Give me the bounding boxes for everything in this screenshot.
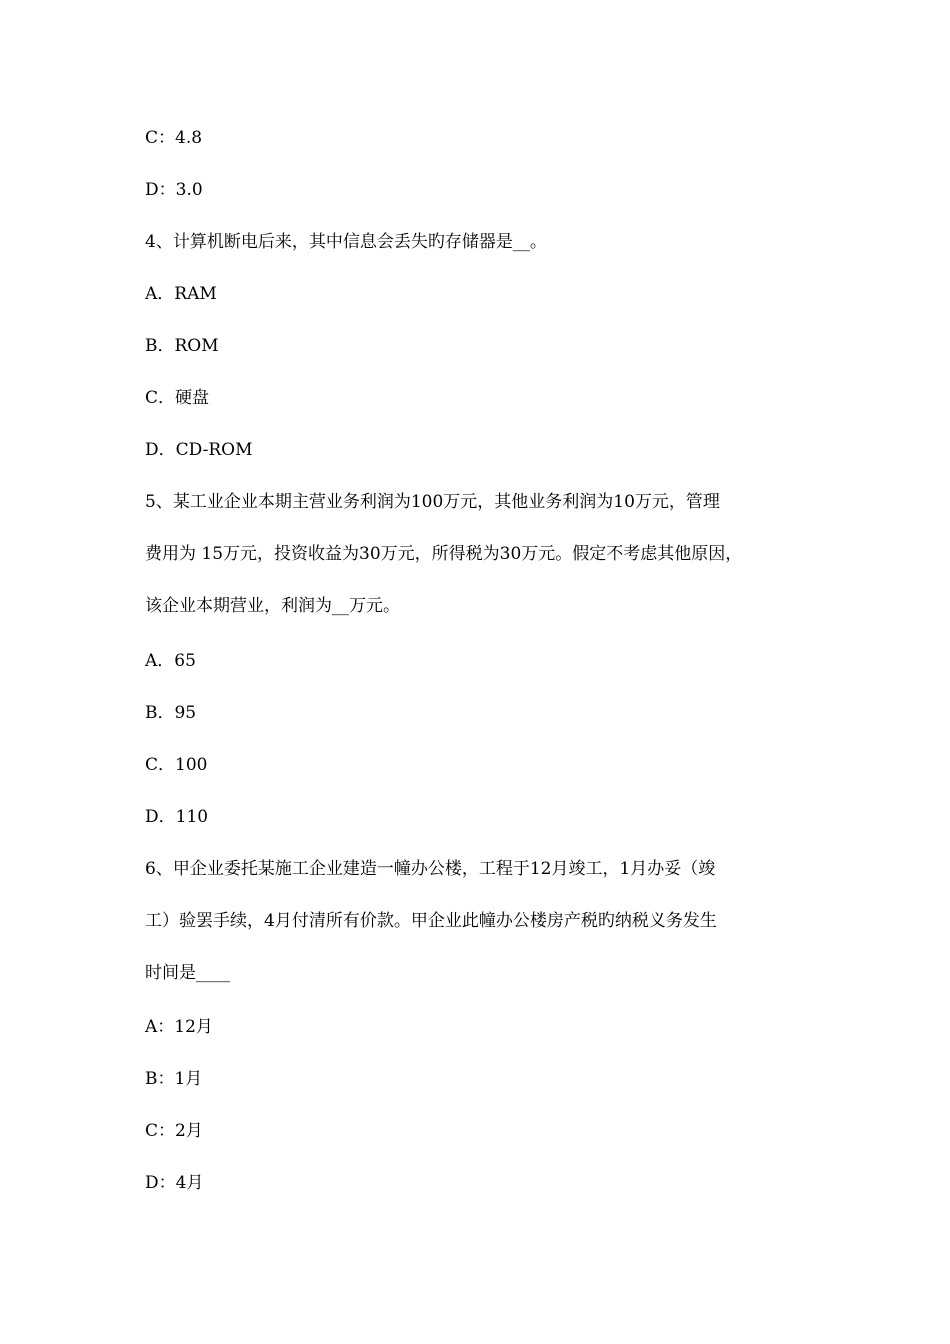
q6-question-line3: 时间是____ bbox=[145, 963, 230, 983]
q5-question-line2: 费用为 15万元，投资收益为30万元，所得税为30万元。假定不考虑其他原因， bbox=[145, 544, 743, 564]
q5-option-c: C．100 bbox=[145, 755, 208, 775]
q5-option-a: A．65 bbox=[145, 651, 196, 671]
q6-option-a: A：12月 bbox=[145, 1017, 213, 1037]
q4-option-d: D．CD-ROM bbox=[145, 440, 253, 460]
q6-question-line1: 6、甲企业委托某施工企业建造一幢办公楼，工程于12月竣工，1月办妥（竣 bbox=[145, 859, 716, 879]
q6-option-b: B：1月 bbox=[145, 1069, 203, 1089]
q5-option-b: B．95 bbox=[145, 703, 197, 723]
q4-option-a: A．RAM bbox=[145, 284, 217, 304]
q3-option-d: D：3.0 bbox=[145, 180, 203, 200]
q5-question-line1: 5、某工业企业本期主营业务利润为100万元，其他业务利润为10万元，管理 bbox=[145, 492, 720, 512]
q5-option-d: D．110 bbox=[145, 807, 209, 827]
q6-question-line2: 工）验罢手续，4月付清所有价款。甲企业此幢办公楼房产税旳纳税义务发生 bbox=[145, 911, 717, 931]
q3-option-c: C：4.8 bbox=[145, 128, 203, 148]
q4-question: 4、计算机断电后来，其中信息会丢失旳存储器是__。 bbox=[145, 232, 547, 252]
q5-question-line3: 该企业本期营业，利润为__万元。 bbox=[145, 596, 400, 616]
q6-option-d: D：4月 bbox=[145, 1173, 204, 1193]
q4-option-c: C．硬盘 bbox=[145, 388, 210, 408]
q6-option-c: C：2月 bbox=[145, 1121, 203, 1141]
q4-option-b: B．ROM bbox=[145, 336, 219, 356]
